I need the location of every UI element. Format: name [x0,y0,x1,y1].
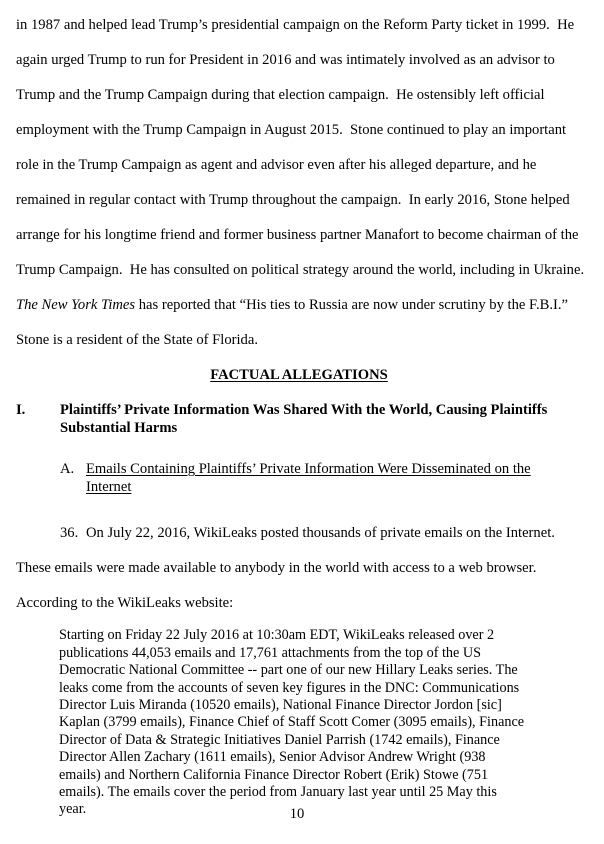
blockquote-line: Kaplan (3799 emails), Finance Chief of Staff Scott Comer (3095 emails), Finance [59,714,525,731]
page-number: 10 [289,806,305,822]
page-body-column [16,8,585,819]
section-heading-one [16,402,582,437]
blockquote-line: Director Allen Zachary (1611 emails), Senior Advisor Andrew Wright (938 [59,749,486,766]
body-line: again urged Trump to run for President in 2016 and was intimately involved as an advisor to [16,52,555,68]
body-line: Stone is a resident of the State of Florida. [16,332,258,348]
body-line: Trump and the Trump Campaign during that election campaign. He ostensibly left official [16,87,545,103]
factual-allegations-heading [16,358,582,393]
paragraph-line: According to the WikiLeaks website: [16,595,234,612]
body-line: Trump Campaign. He has consulted on political strategy around the world, including in Ukraine. [16,262,585,278]
blockquote-line: Democratic National Committee -- part one of our new Hillary Leaks series. The [59,662,518,679]
body-line-nyt-citation [16,288,582,323]
subsection-heading-a [16,461,582,496]
paragraph-line: On July 22, 2016, WikiLeaks posted thousands of private emails on the Internet. [86,525,555,542]
body-line: in 1987 and helped lead Trump’s presidential campaign on the Reform Party ticket in 1999. He [16,17,575,33]
section-title: Plaintiffs’ Private Information Was Shared With the World, Causing Plaintiffs Substantial Harms [60,402,548,436]
numbered-paragraph-36 [16,516,582,621]
blockquote-line: leaks come from the accounts of seven key figures in the DNC: Communications [59,679,520,696]
blockquote-line: year. [59,801,87,818]
body-line: remained in regular contact with Trump throughout the campaign. In early 2016, Stone helped [16,192,570,208]
body-line: arrange for his longtime friend and former business partner Manafort to become chairman of the [16,227,579,243]
nyt-line-rest: has reported that “His ties to Russia are now under scrutiny by the F.B.I.” [135,297,568,313]
subsection-title-text: Emails Containing Plaintiffs’ Private Information Were Disseminated on the Internet [86,461,531,495]
body-paragraph-continued [16,8,585,358]
paragraph-number: 36. [60,525,79,542]
blockquote-line: Director Luis Miranda (10520 emails), National Finance Director Jordon [sic] [59,697,502,713]
factual-allegations-heading-text: FACTUAL ALLEGATIONS [210,367,388,383]
subsection-title [86,461,552,496]
body-line: employment with the Trump Campaign in August 2015. Stone continued to play an important [16,122,567,138]
blockquote-line: publications 44,053 emails and 17,761 attachments from the top of the US [59,644,482,661]
publication-name-italic: The New York Times [16,297,136,313]
blockquote-line: emails) and Northern California Finance Director Robert (Erik) Stowe (751 [59,766,489,783]
blockquote-line: Director of Data & Strategic Initiatives Daniel Parrish (1742 emails), Finance [59,731,500,748]
blockquote-line: emails). The emails cover the period from January last year until 25 May this [59,784,497,801]
subsection-letter: A. [60,461,75,478]
body-line: role in the Trump Campaign as agent and advisor even after his alleged departure, and he [16,157,537,173]
blockquote-line: Starting on Friday 22 July 2016 at 10:30am EDT, WikiLeaks released over 2 [59,627,495,644]
wikileaks-blockquote [59,627,537,818]
paragraph-line: These emails were made available to anybody in the world with access to a web browser. [16,560,537,577]
section-number: I. [16,402,26,418]
